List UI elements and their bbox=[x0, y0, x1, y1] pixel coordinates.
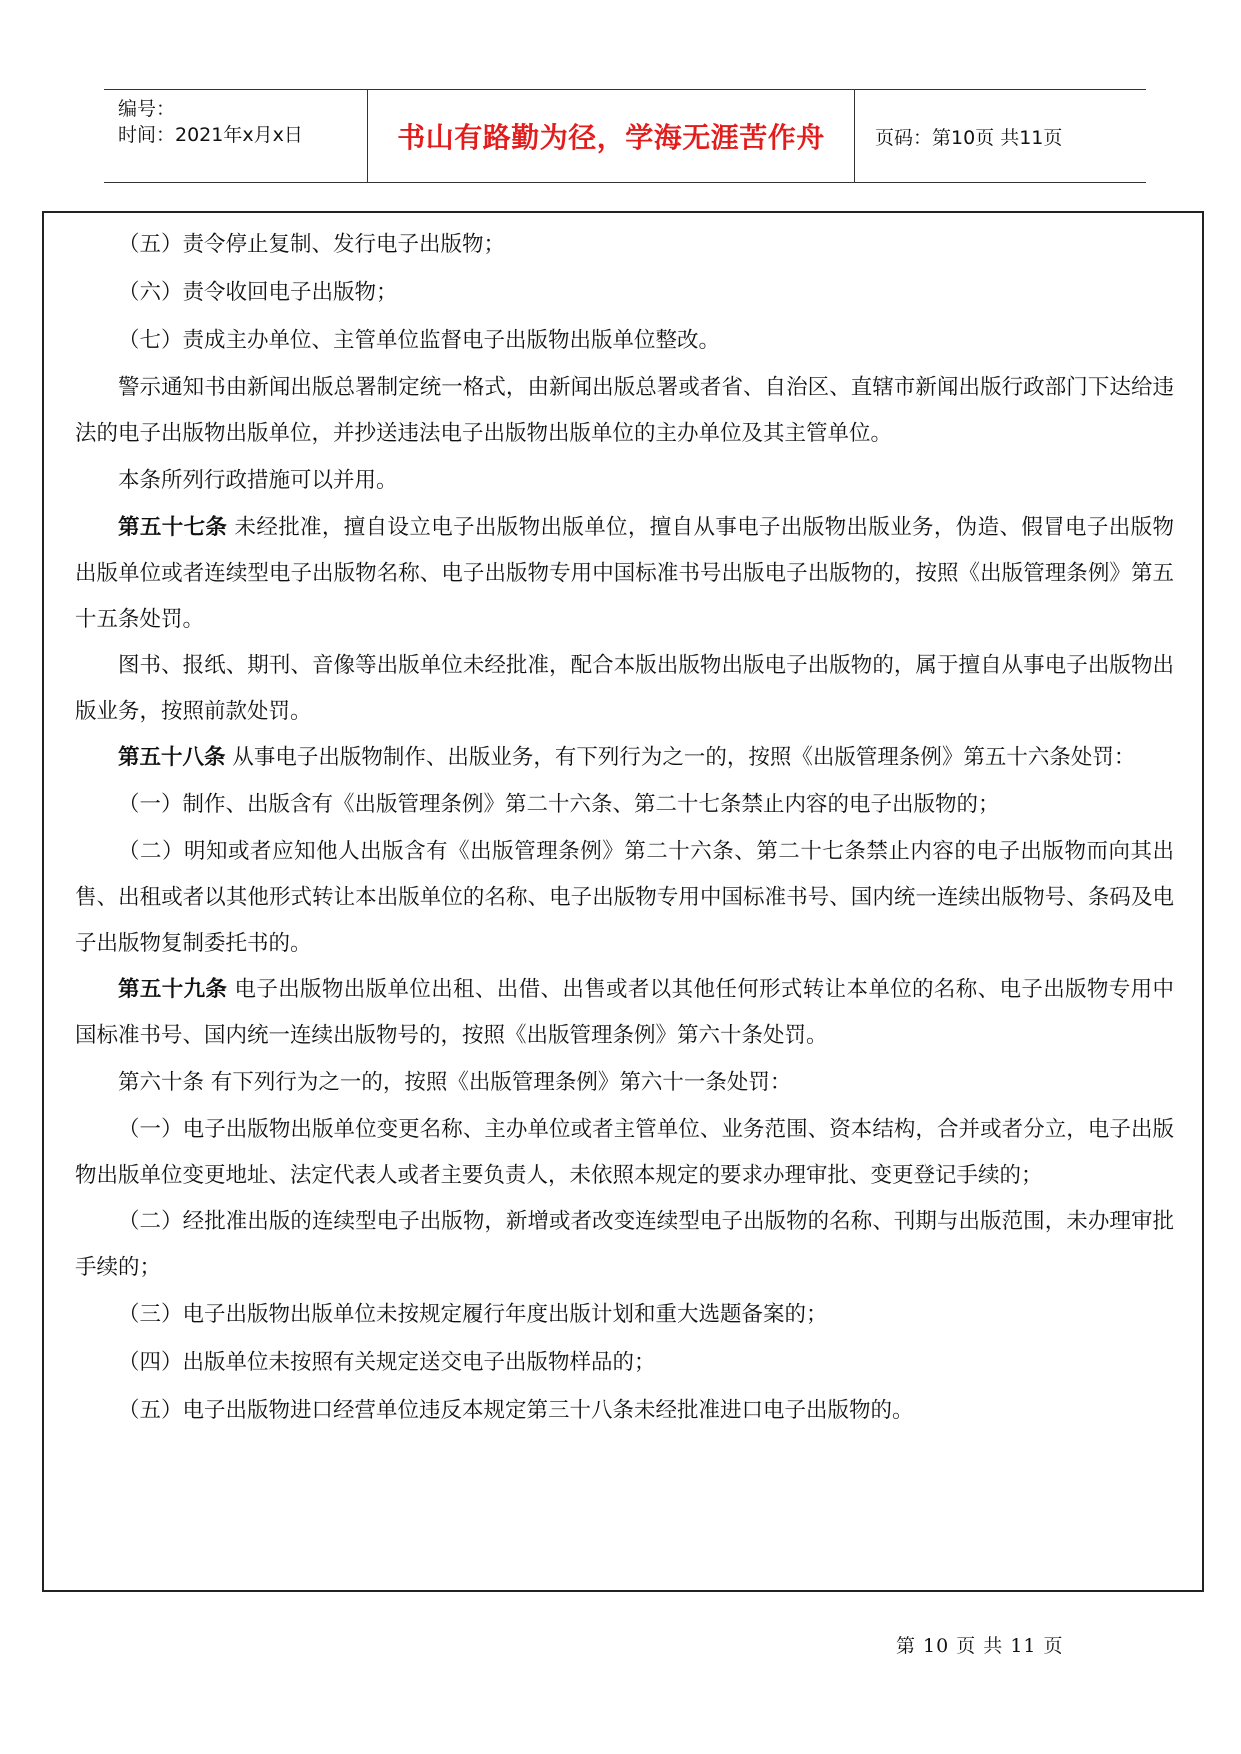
paragraph bbox=[75, 967, 1174, 1059]
document-body bbox=[42, 211, 1204, 1592]
paragraph-text: 本条所列行政措施可以并用。 bbox=[118, 468, 398, 493]
paragraph-text: 从事电子出版物制作、出版业务，有下列行为之一的，按照《出版管理条例》第五十六条处罚： bbox=[225, 745, 1136, 770]
paragraph bbox=[75, 643, 1174, 735]
page-footer: 第 10 页 共 11 页 bbox=[896, 1635, 1064, 1657]
paragraph bbox=[75, 1107, 1174, 1199]
paragraph-text: （七）责成主办单位、主管单位监督电子出版物出版单位整改。 bbox=[118, 328, 721, 353]
paragraph-text: （五）电子出版物进口经营单位违反本规定第三十八条未经批准进口电子出版物的。 bbox=[118, 1398, 914, 1423]
paragraph bbox=[75, 1339, 1174, 1387]
paragraph bbox=[75, 365, 1174, 457]
paragraph bbox=[75, 1199, 1174, 1291]
paragraph bbox=[75, 221, 1174, 269]
header-page-info: 页码：第10页 共11页 bbox=[875, 126, 1063, 149]
paragraph-text: （六）责令收回电子出版物； bbox=[118, 280, 398, 305]
paragraph-text: （五）责令停止复制、发行电子出版物； bbox=[118, 232, 506, 257]
paragraph-text: （二）经批准出版的连续型电子出版物，新增或者改变连续型电子出版物的名称、刊期与出版范围，未办理审批手续的； bbox=[75, 1209, 1174, 1280]
paragraph bbox=[75, 1059, 1174, 1107]
article-heading: 第五十八条 bbox=[118, 745, 226, 770]
header-meta-cell bbox=[104, 90, 368, 182]
paragraph-text: 未经批准，擅自设立电子出版物出版单位，擅自从事电子出版物出版业务，伪造、假冒电子出版物出版单位或者连续型电子出版物名称、电子出版物专用中国标准书号出版电子出版物的，按照《出版管理条例》第五十五条处罚。 bbox=[75, 515, 1174, 632]
page-header bbox=[104, 89, 1146, 183]
document-number-label: 编号： bbox=[118, 98, 176, 120]
paragraph bbox=[75, 269, 1174, 317]
paragraph-text: （二）明知或者应知他人出版含有《出版管理条例》第二十六条、第二十七条禁止内容的电子出版物而向其出售、出租或者以其他形式转让本出版单位的名称、电子出版物专用中国标准书号、国内统一连续出版物号、条码及电子出版物复制委托书的。 bbox=[75, 839, 1174, 956]
paragraph-text: 第六十条 有下列行为之一的，按照《出版管理条例》第六十一条处罚： bbox=[118, 1070, 792, 1095]
paragraph-text: （一）电子出版物出版单位变更名称、主办单位或者主管单位、业务范围、资本结构，合并或者分立，电子出版物出版单位变更地址、法定代表人或者主要负责人，未依照本规定的要求办理审批、变更登记手续的； bbox=[75, 1117, 1174, 1188]
paragraph bbox=[75, 505, 1174, 643]
paragraph bbox=[75, 457, 1174, 505]
paragraph-text: 警示通知书由新闻出版总署制定统一格式，由新闻出版总署或者省、自治区、直辖市新闻出版行政部门下达给违法的电子出版物出版单位，并抄送违法电子出版物出版单位的主办单位及其主管单位。 bbox=[75, 375, 1174, 446]
paragraph bbox=[75, 829, 1174, 967]
paragraph bbox=[75, 1291, 1174, 1339]
paragraph-text: 图书、报纸、期刊、音像等出版单位未经批准，配合本版出版物出版电子出版物的，属于擅自从事电子出版物出版业务，按照前款处罚。 bbox=[75, 653, 1174, 724]
paragraph-text: （一）制作、出版含有《出版管理条例》第二十六条、第二十七条禁止内容的电子出版物的； bbox=[118, 792, 1000, 817]
document-time-label: 时间：2021年x月x日 bbox=[118, 124, 303, 146]
paragraph bbox=[75, 1387, 1174, 1435]
paragraph-text: 电子出版物出版单位出租、出借、出售或者以其他任何形式转让本单位的名称、电子出版物专用中国标准书号、国内统一连续出版物号的，按照《出版管理条例》第六十条处罚。 bbox=[75, 977, 1174, 1048]
paragraph bbox=[75, 735, 1174, 781]
paragraph bbox=[75, 781, 1174, 829]
paragraph-text: （四）出版单位未按照有关规定送交电子出版物样品的； bbox=[118, 1350, 656, 1375]
article-heading: 第五十七条 bbox=[118, 515, 228, 540]
article-heading: 第五十九条 bbox=[118, 977, 228, 1002]
paragraph-text: （三）电子出版物出版单位未按规定履行年度出版计划和重大选题备案的； bbox=[118, 1302, 828, 1327]
header-motto: 书山有路勤为径，学海无涯苦作舟 bbox=[368, 90, 855, 182]
paragraph bbox=[75, 317, 1174, 365]
